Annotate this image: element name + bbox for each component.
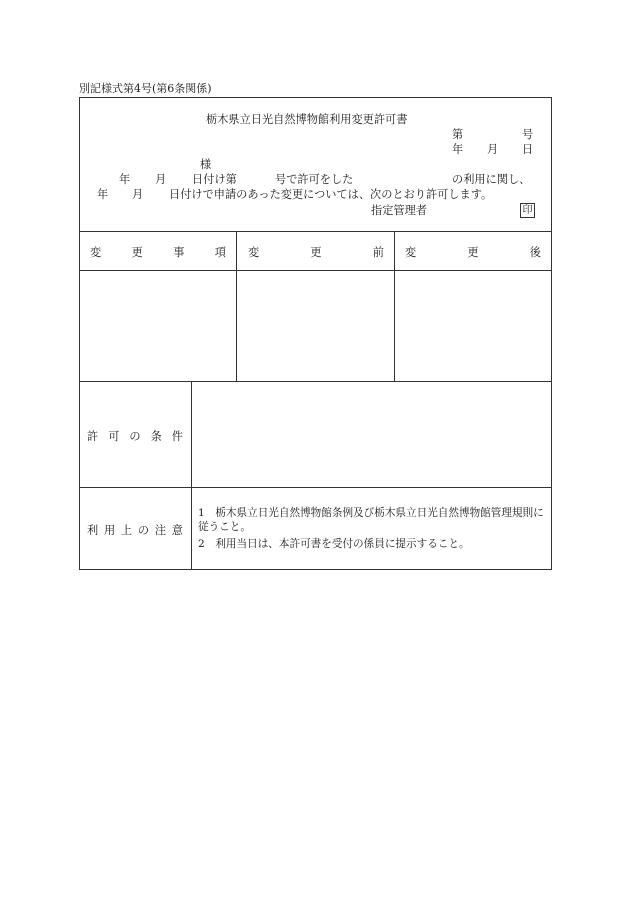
col-header-item: 変 更 事 項 bbox=[90, 246, 226, 259]
conditions-label: 許 可 の 条 件 bbox=[87, 430, 183, 443]
col-header-before: 変 更 前 bbox=[248, 246, 384, 259]
change-after-cell[interactable] bbox=[395, 271, 551, 380]
line1-month: 月 bbox=[155, 173, 167, 186]
line1-permitted: 号で許可をした bbox=[275, 173, 354, 186]
note-item-1: 1 栃木県立日光自然博物館条例及び栃木県立日光自然博物館管理規則に従うこと。 bbox=[198, 507, 544, 533]
line2-month: 月 bbox=[132, 188, 144, 201]
form-label: 別記様式第4号(第6条関係) bbox=[79, 82, 212, 95]
conditions-cell[interactable] bbox=[192, 382, 551, 486]
seal-stamp: 印 bbox=[520, 203, 535, 218]
date-year: 年 bbox=[452, 143, 464, 156]
change-item-cell[interactable] bbox=[80, 271, 235, 380]
date-month: 月 bbox=[487, 143, 499, 156]
document-title: 栃木県立日光自然博物館利用変更許可書 bbox=[206, 113, 408, 126]
date-day: 日 bbox=[522, 143, 534, 156]
col-header-after: 変 更 後 bbox=[405, 246, 541, 259]
note-item-2: 2 利用当日は、本許可書を受付の係員に提示すること。 bbox=[198, 538, 470, 550]
conditions-bottom-rule bbox=[79, 487, 552, 488]
line1-dated-no: 日付け第 bbox=[192, 173, 237, 186]
addressee-suffix: 様 bbox=[200, 158, 212, 171]
line2-year: 年 bbox=[97, 188, 109, 201]
manager-label: 指定管理者 bbox=[371, 204, 427, 217]
change-before-cell[interactable] bbox=[237, 271, 393, 380]
number-suffix: 号 bbox=[522, 128, 534, 141]
table-top-rule bbox=[79, 231, 552, 232]
number-prefix: 第 bbox=[452, 128, 464, 141]
notes-label: 利 用 上 の 注 意 bbox=[87, 524, 183, 537]
line1-usage: の利用に関し、 bbox=[452, 173, 531, 186]
line2-rest: 日付けで申請のあった変更については、次のとおり許可します。 bbox=[169, 188, 493, 201]
line1-year: 年 bbox=[119, 173, 131, 186]
